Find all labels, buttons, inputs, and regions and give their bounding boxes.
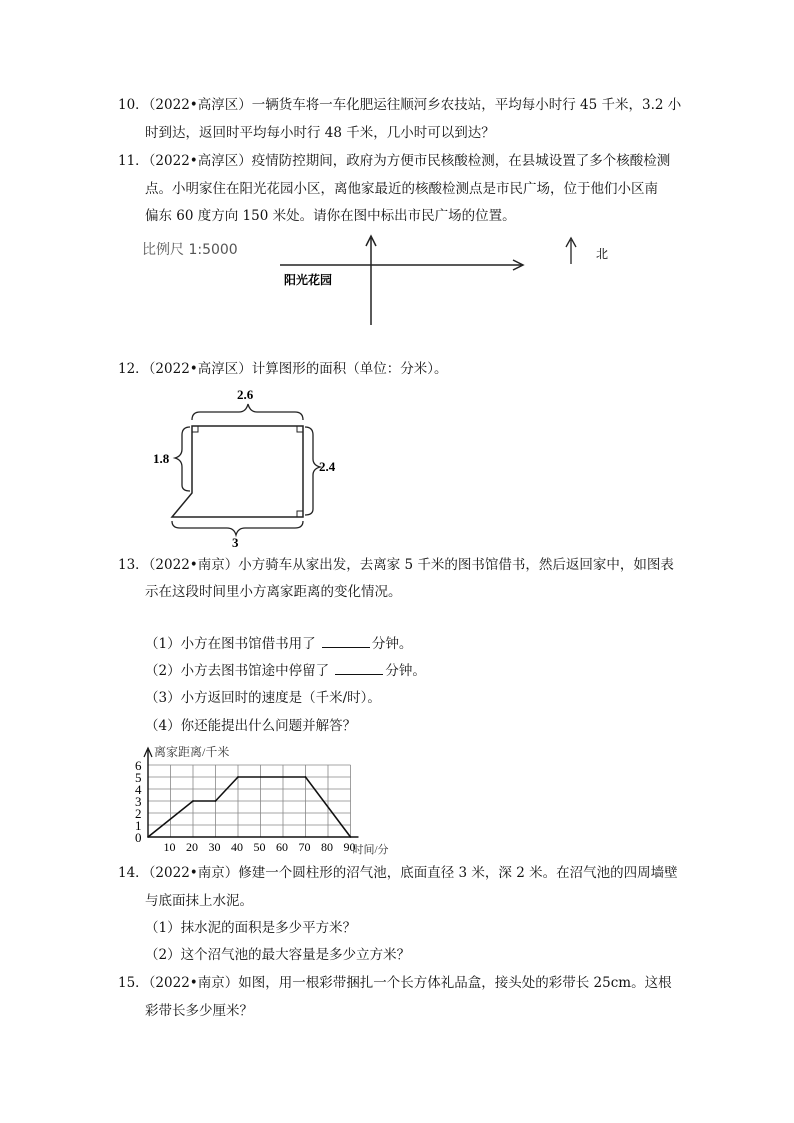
q14-line1: 14．（2022•南京）修建一个圆柱形的沼气池，底面直径 3 米，深 2 米。在沼气池的四周墙壁 xyxy=(118,865,678,881)
q13-line2: 示在这段时间里小方离家距离的变化情况。 xyxy=(145,584,402,600)
q11-scale: 比例尺 1:5000 xyxy=(142,242,238,258)
y-tick-label: 1 xyxy=(135,818,142,833)
q12-figure xyxy=(145,385,375,550)
x-tick-label: 90 xyxy=(343,840,356,854)
x-tick-label: 80 xyxy=(321,840,333,854)
right-angle-mark xyxy=(192,426,198,432)
data-point xyxy=(305,776,307,778)
q15-line2: 彩带长多少厘米？ xyxy=(145,1003,253,1019)
q14-sub1: （1）抹水泥的面积是多少平方米？ xyxy=(145,920,357,936)
y-tick-label: 3 xyxy=(135,794,142,809)
series-line xyxy=(148,777,351,837)
q10-line1: 10．（2022•高淳区）一辆货车将一车化肥运往顺河乡农技站，平均每小时行 45 千米，3.2 小 xyxy=(118,97,682,113)
x-tick-label: 70 xyxy=(298,840,311,854)
answer-blank-1[interactable] xyxy=(322,635,370,648)
x-tick-label: 50 xyxy=(253,840,266,854)
label-top: 2.6 xyxy=(237,387,254,402)
q15-line1: 15．（2022•南京）如图，用一根彩带捆扎一个长方体礼品盒，接头处的彩带长 25cm。这根 xyxy=(118,975,672,991)
y-tick-label: 5 xyxy=(135,770,142,785)
top-brace xyxy=(192,404,303,420)
q11-line2: 点。小明家住在阳光花园小区，离他家最近的核酸检测点是市民广场，位于他们小区南 xyxy=(145,181,658,197)
q14-sub2: （2）这个沼气池的最大容量是多少立方米？ xyxy=(145,947,411,963)
q10-line2: 时到达，返回时平均每小时行 48 千米，几小时可以到达？ xyxy=(145,125,495,141)
q14-line2: 与底面抹上水泥。 xyxy=(145,893,253,909)
right-angle-mark xyxy=(297,426,303,432)
q13-sub3: （3）小方返回时的速度是（千米/时）。 xyxy=(145,690,381,706)
sub1-unit: 分钟。 xyxy=(371,636,413,652)
sub1-text: （1）小方在图书馆借书用了 xyxy=(145,636,320,652)
y-tick-label: 2 xyxy=(135,806,142,821)
data-point xyxy=(192,800,194,802)
bottom-brace xyxy=(172,521,303,535)
label-bottom: 3 xyxy=(232,535,239,550)
answer-blank-2[interactable] xyxy=(335,662,383,675)
y-axis-label: 离家距离/千米 xyxy=(154,745,230,759)
right-brace xyxy=(305,427,320,515)
q13-line1: 13．（2022•南京）小方骑车从家出发，去离家 5 千米的图书馆借书，然后返回家中，如图表 xyxy=(118,557,674,573)
x-tick-label: 30 xyxy=(208,840,221,854)
data-point xyxy=(350,836,352,838)
q13-sub2 xyxy=(145,662,426,680)
q12-line1: 12．（2022•高淳区）计算图形的面积（单位：分米）。 xyxy=(118,361,448,377)
q11-map xyxy=(130,232,670,332)
label-left: 1.8 xyxy=(153,451,170,466)
sub2-unit: 分钟。 xyxy=(385,663,426,679)
trapezoid-shape xyxy=(172,426,303,517)
data-point xyxy=(237,776,239,778)
left-brace xyxy=(175,427,190,491)
x-tick-label: 60 xyxy=(276,840,288,854)
right-angle-mark xyxy=(297,511,303,517)
north-label: 北 xyxy=(596,247,609,261)
y-tick-label: 4 xyxy=(135,782,142,797)
q11-line1: 11．（2022•高淳区）疫情防控期间，政府为方便市民核酸检测，在县城设置了多个核酸检测 xyxy=(118,153,671,169)
label-right: 2.4 xyxy=(319,459,336,474)
q11-line3: 偏东 60 度方向 150 米处。请你在图中标出市民广场的位置。 xyxy=(145,208,516,224)
sub2-text: （2）小方去图书馆途中停留了 xyxy=(145,663,334,679)
x-axis-label: 时间/分 xyxy=(352,844,389,856)
y-tick-label: 0 xyxy=(135,830,142,845)
distance-time-chart xyxy=(130,742,440,857)
q13-sub1 xyxy=(145,635,412,653)
data-point xyxy=(147,836,149,838)
x-tick-label: 40 xyxy=(231,840,243,854)
q11-origin-label: 阳光花园 xyxy=(284,273,333,287)
q13-sub4: （4）你还能提出什么问题并解答？ xyxy=(145,718,357,734)
x-tick-label: 20 xyxy=(186,840,198,854)
x-tick-label: 10 xyxy=(163,840,176,854)
y-tick-label: 6 xyxy=(135,758,142,773)
data-point xyxy=(215,800,217,802)
